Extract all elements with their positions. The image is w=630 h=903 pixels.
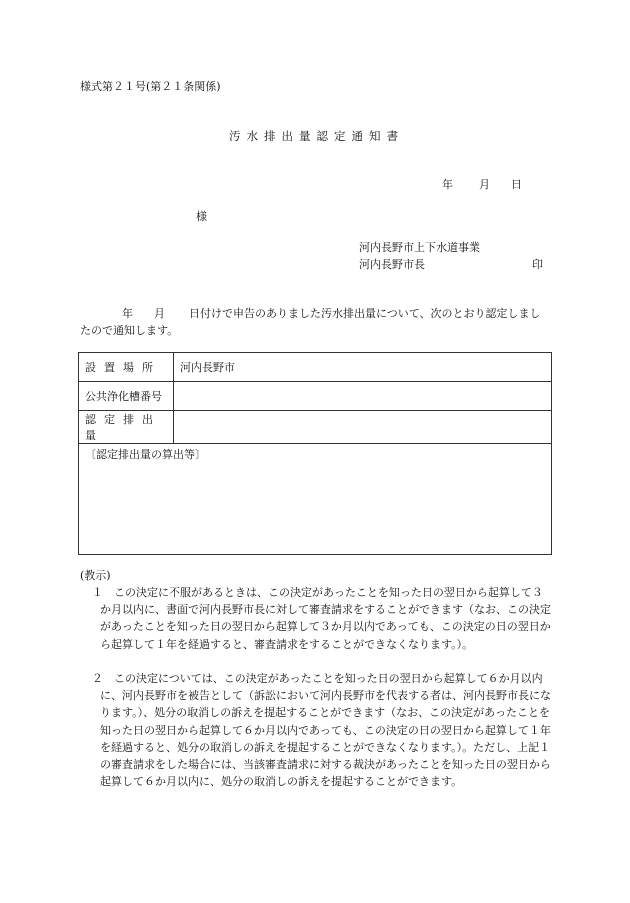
recipient-honorific: 様 xyxy=(196,210,207,223)
date-year-label: 年 xyxy=(442,178,453,191)
notice-heading: (教示) xyxy=(80,569,111,582)
intro-month-label: 月 xyxy=(154,307,165,320)
location-label: 設置場所 xyxy=(79,353,174,382)
notice-item-text: この決定に不服があるときは、この決定があったことを知った日の翌日から起算して３か月以内に、書面で河内長野市長に対して審査請求をすることができます（なお、この決定があったことを知った日の翌日から起算して３か月以内であっても、この決定の日の翌日から起算して１年を経過すると、審査請求をすることができなくなります。）。 xyxy=(100,586,551,651)
notice-item xyxy=(80,584,552,653)
notice-item-text: この決定については、この決定があったことを知った日の翌日から起算して６か月以内に、河内長野市を被告として（訴訟において河内長野市を代表する者は、河内長野市長になります。）、処分の取消しの訴えを提起することができます（なお、この決定があったことを知った日の翌日から起算して６か月以内であっても、この決定の日の翌日から起算して１年を経過すると、処分の取消しの訴えを提起することができなくなります。）。ただし、上記１の審査請求をした場合には、当該審査請求に対する裁決があったことを知った日の翌日から起算して６か月以内に、処分の取消しの訴えを提起することができます。 xyxy=(100,672,551,789)
date-day-label: 日 xyxy=(511,178,522,191)
intro-text: 日付けで申告のありました汚水排出量について、次のとおり認定しましたので通知します。 xyxy=(80,307,541,337)
table-row-amount xyxy=(79,411,552,444)
notice-item-number: １ xyxy=(92,586,103,599)
issuer-organization: 河内長野市上下水道事業 xyxy=(359,241,480,254)
date-month-label: 月 xyxy=(479,178,490,191)
table-row-calculation xyxy=(79,444,552,555)
amount-label: 認定排出量 xyxy=(79,411,174,444)
table-row-location xyxy=(79,353,552,382)
form-number: 様式第２１号(第２１条関係) xyxy=(80,80,221,93)
tank-number-label: 公共浄化槽番号 xyxy=(79,382,174,411)
intro-paragraph xyxy=(80,305,550,339)
location-value: 河内長野市 xyxy=(174,353,552,382)
document-title: 汚水排出量認定通知書 xyxy=(229,129,404,143)
intro-year-label: 年 xyxy=(122,307,133,320)
issuer-mayor: 河内長野市長 xyxy=(359,258,425,271)
calculation-label: 〔認定排出量の算出等〕 xyxy=(79,444,552,555)
notice-item-number: ２ xyxy=(92,672,103,685)
tank-number-value xyxy=(174,382,552,411)
notice-item xyxy=(80,670,552,790)
amount-value xyxy=(174,411,552,444)
table-row-tank-number xyxy=(79,382,552,411)
detail-table xyxy=(78,352,552,555)
seal-mark: 印 xyxy=(532,258,543,271)
